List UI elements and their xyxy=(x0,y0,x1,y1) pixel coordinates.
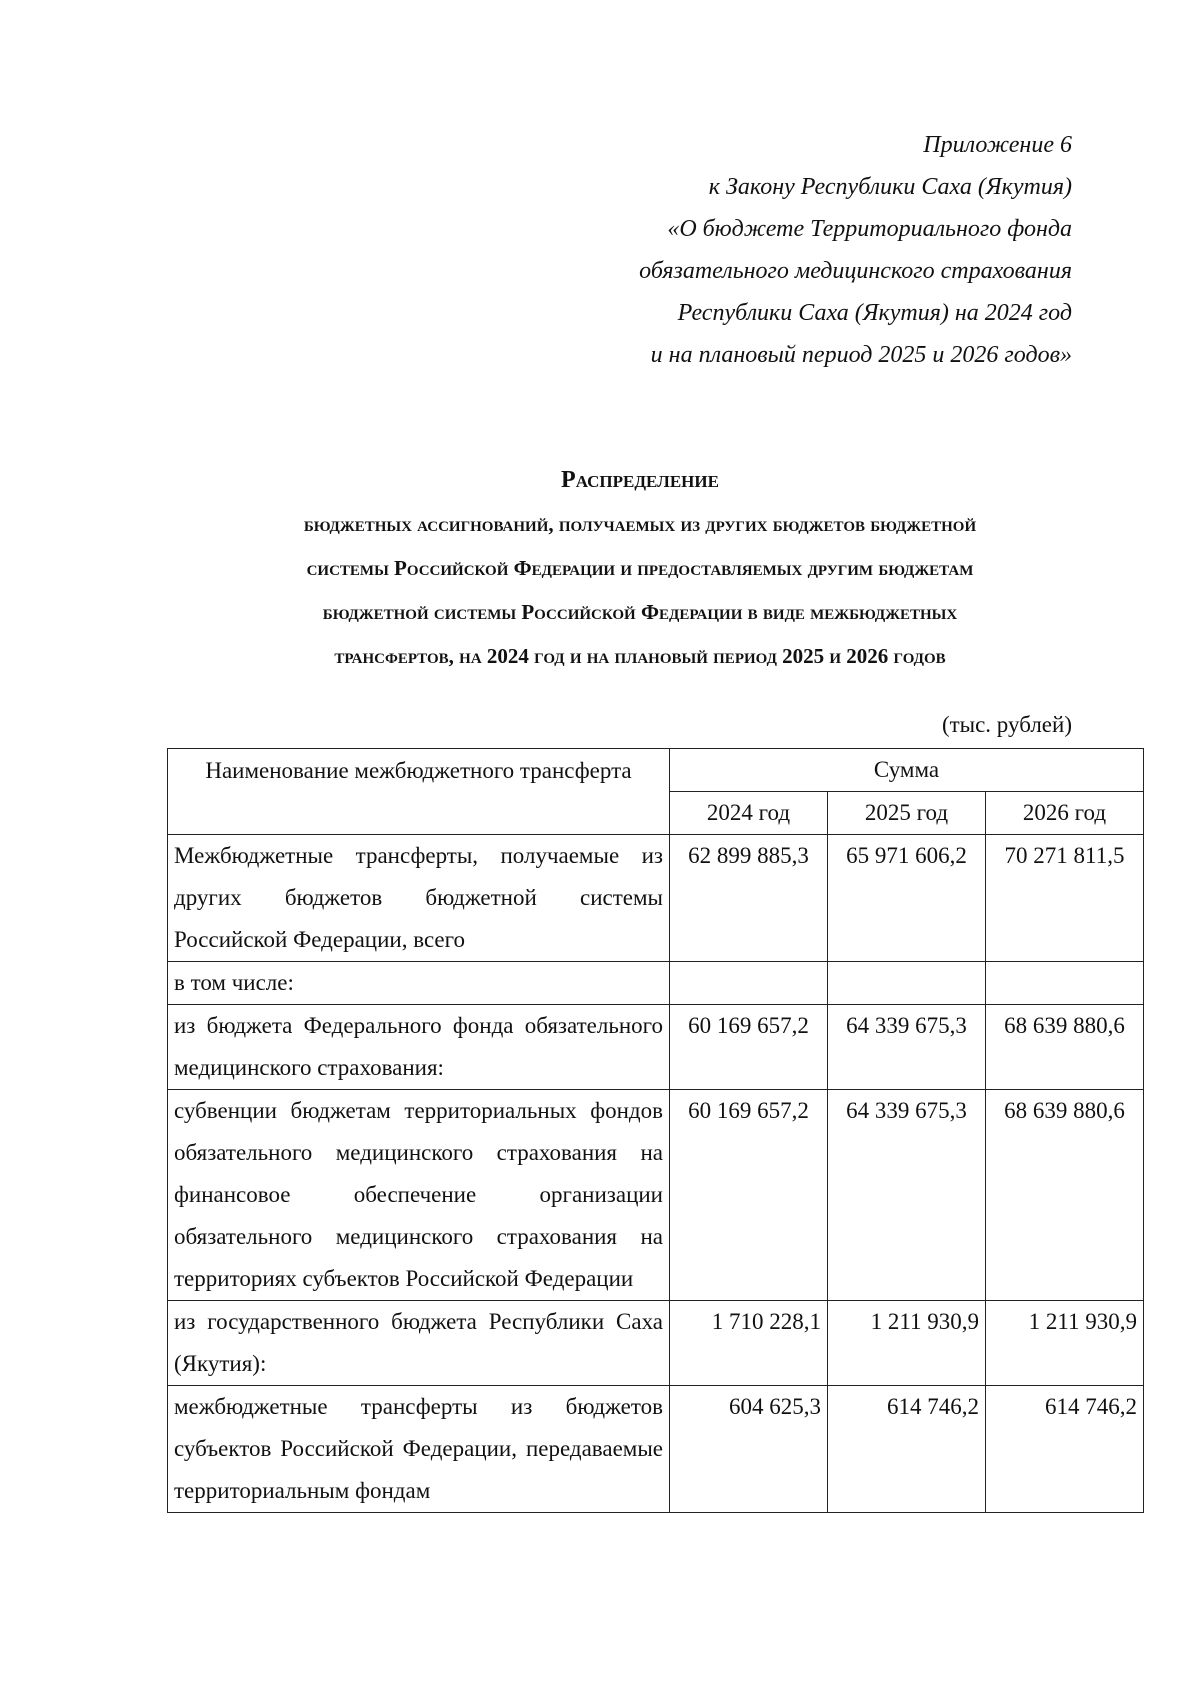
table-row xyxy=(168,1386,1144,1513)
row-name: субвенции бюджетам территориальных фондов обязательного медицинского страхования на финансовое обеспечение организации обязательного медицинского страхования на территориях субъектов Российской Федерации xyxy=(168,1090,670,1301)
header-name: Наименование межбюджетного трансферта xyxy=(168,749,670,835)
title-line: бюджетной системы Российской Федерации в виде межбюджетных xyxy=(322,600,958,624)
title-line: трансфертов, на 2024 год и на плановый период 2025 и 2026 годов xyxy=(334,644,946,668)
title-line: бюджетных ассигнований, получаемых из других бюджетов бюджетной xyxy=(303,512,977,536)
row-value-2026: 1 211 930,9 xyxy=(986,1301,1144,1386)
appendix-line: Приложение 6 xyxy=(923,132,1072,158)
header-year-2026: 2026 год xyxy=(986,792,1144,835)
row-value-2024: 60 169 657,2 xyxy=(670,1005,828,1090)
row-value-2024: 60 169 657,2 xyxy=(670,1090,828,1301)
row-value-2024 xyxy=(670,962,828,1005)
row-value-2026: 68 639 880,6 xyxy=(986,1090,1144,1301)
row-name: Межбюджетные трансферты, получаемые из других бюджетов бюджетной системы Российской Федерации, всего xyxy=(168,835,670,962)
row-value-2025: 1 211 930,9 xyxy=(828,1301,986,1386)
table-row xyxy=(168,1005,1144,1090)
row-value-2024: 62 899 885,3 xyxy=(670,835,828,962)
table-row xyxy=(168,835,1144,962)
row-name: межбюджетные трансферты из бюджетов субъектов Российской Федерации, передаваемые территориальным фондам xyxy=(168,1386,670,1513)
table-row xyxy=(168,962,1144,1005)
row-value-2025: 614 746,2 xyxy=(828,1386,986,1513)
row-value-2025: 64 339 675,3 xyxy=(828,1005,986,1090)
table-row xyxy=(168,1301,1144,1386)
appendix-line: обязательного медицинского страхования xyxy=(639,258,1072,284)
row-name: из бюджета Федерального фонда обязательного медицинского страхования: xyxy=(168,1005,670,1090)
table-header-row xyxy=(168,749,1144,792)
row-value-2026: 68 639 880,6 xyxy=(986,1005,1144,1090)
document-title xyxy=(170,458,1110,678)
header-sum: Сумма xyxy=(670,749,1144,792)
table-row xyxy=(168,1090,1144,1301)
row-value-2026: 614 746,2 xyxy=(986,1386,1144,1513)
appendix-line: и на плановый период 2025 и 2026 годов» xyxy=(650,342,1072,368)
row-name: из государственного бюджета Республики Саха (Якутия): xyxy=(168,1301,670,1386)
appendix-line: «О бюджете Территориального фонда xyxy=(667,216,1072,242)
row-name: в том числе: xyxy=(168,962,670,1005)
row-value-2026: 70 271 811,5 xyxy=(986,835,1144,962)
header-year-2024: 2024 год xyxy=(670,792,828,835)
row-value-2026 xyxy=(986,962,1144,1005)
appendix-line: к Закону Республики Саха (Якутия) xyxy=(708,174,1072,200)
row-value-2025: 64 339 675,3 xyxy=(828,1090,986,1301)
title-line: Распределение xyxy=(561,467,719,493)
appendix-header xyxy=(639,124,1072,376)
units-label: (тыс. рублей) xyxy=(941,712,1072,737)
row-value-2025: 65 971 606,2 xyxy=(828,835,986,962)
appendix-line: Республики Саха (Якутия) на 2024 год xyxy=(677,300,1072,326)
row-value-2024: 1 710 228,1 xyxy=(670,1301,828,1386)
transfers-table xyxy=(167,748,1144,1513)
title-line: системы Российской Федерации и предоставляемых другим бюджетам xyxy=(306,556,974,580)
row-value-2024: 604 625,3 xyxy=(670,1386,828,1513)
row-value-2025 xyxy=(828,962,986,1005)
header-year-2025: 2025 год xyxy=(828,792,986,835)
